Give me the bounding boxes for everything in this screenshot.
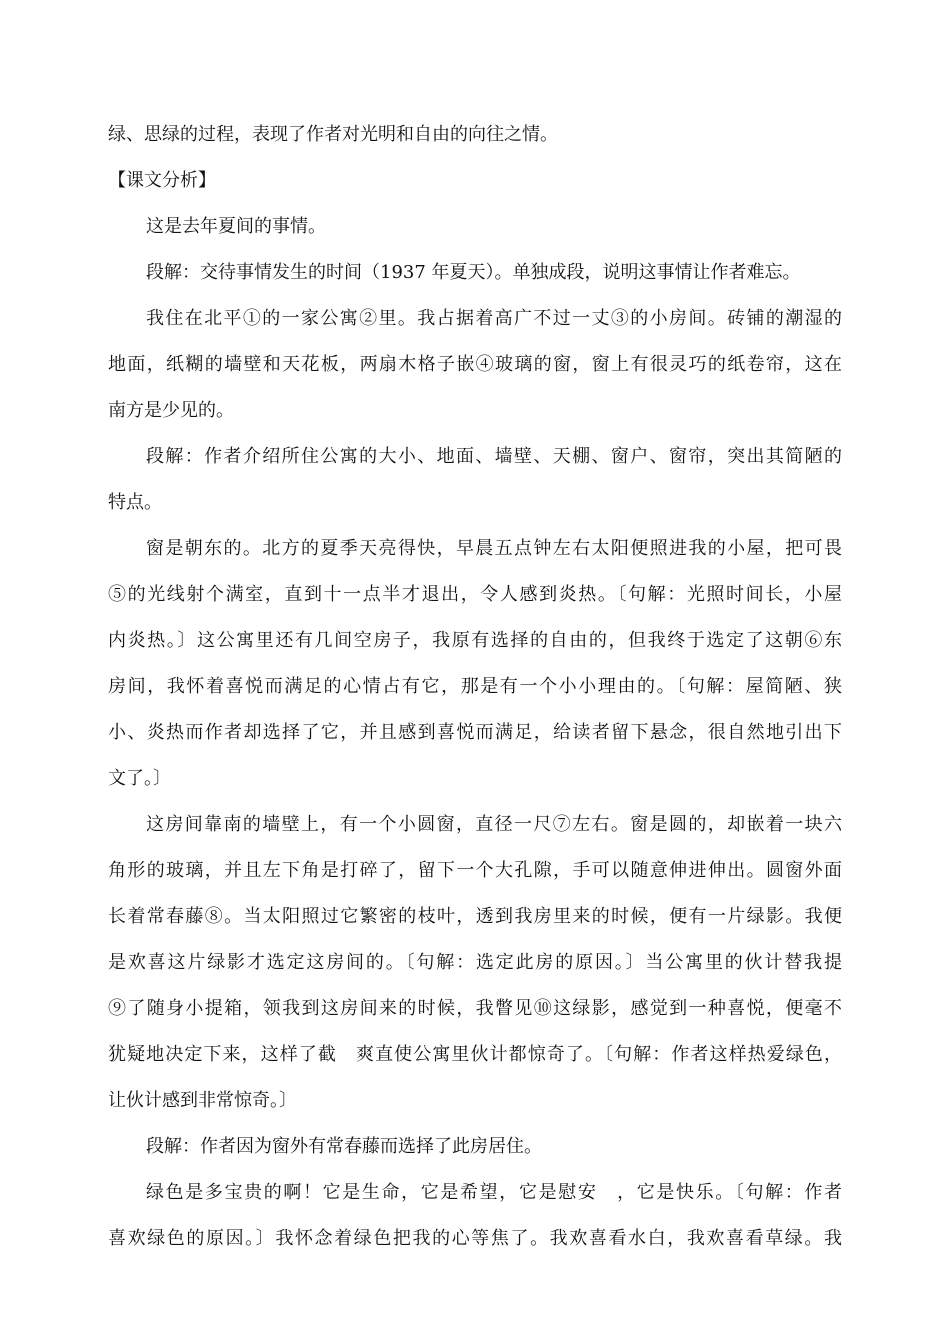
text-line: ⑤的光线射个满室，直到十一点半才退出，令人感到炎热。〔句解：光照时间长，小屋 bbox=[108, 584, 842, 605]
text-line: 绿、思绿的过程，表现了作者对光明和自由的向往之情。 bbox=[108, 124, 558, 145]
text-line: 绿色是多宝贵的啊！它是生命，它是希望，它是慰安 ，它是快乐。〔句解：作者 bbox=[146, 1182, 842, 1203]
text-line: 内炎热。〕这公寓里还有几间空房子，我原有选择的自由的，但我终于选定了这朝⑥东 bbox=[108, 630, 842, 651]
document-page bbox=[108, 112, 842, 1262]
text-line: 房间，我怀着喜悦而满足的心情占有它，那是有一个小小理由的。〔句解：屋简陋、狭 bbox=[108, 676, 842, 697]
text-line: 文了。〕 bbox=[108, 768, 171, 789]
text-line: 小、炎热而作者却选择了它，并且感到喜悦而满足，给读者留下悬念，很自然地引出下 bbox=[108, 722, 842, 743]
text-line: 角形的玻璃，并且左下角是打碎了，留下一个大孔隙，手可以随意伸进伸出。圆窗外面 bbox=[108, 860, 842, 881]
text-line: 段解：作者因为窗外有常春藤而选择了此房居住。 bbox=[146, 1136, 542, 1157]
text-line: 这房间靠南的墙壁上，有一个小圆窗，直径一尺⑦左右。窗是圆的，却嵌着一块六 bbox=[146, 814, 842, 835]
text-line: 南方是少见的。 bbox=[108, 400, 234, 421]
text-line: 窗是朝东的。北方的夏季天亮得快，早晨五点钟左右太阳便照进我的小屋，把可畏 bbox=[146, 538, 842, 559]
text-line: ⑨了随身小提箱，领我到这房间来的时候，我瞥见⑩这绿影，感觉到一种喜悦，便毫不 bbox=[108, 998, 842, 1019]
text-line: 特点。 bbox=[108, 492, 162, 513]
text-line: 是欢喜这片绿影才选定这房间的。〔句解：选定此房的原因。〕当公寓里的伙计替我提 bbox=[108, 952, 842, 973]
text-line: 犹疑地决定下来，这样了截 爽直使公寓里伙计都惊奇了。〔句解：作者这样热爱绿色， bbox=[108, 1044, 842, 1065]
text-line: 喜欢绿色的原因。〕我怀念着绿色把我的心等焦了。我欢喜看水白，我欢喜看草绿。我 bbox=[108, 1228, 842, 1249]
text-line: 我住在北平①的一家公寓②里。我占据着高广不过一丈③的小房间。砖铺的潮湿的 bbox=[146, 308, 842, 329]
text-line: 段解：交待事情发生的时间（1937 年夏天）。单独成段，说明这事情让作者难忘。 bbox=[146, 262, 801, 283]
text-line: 长着常春藤⑧。当太阳照过它繁密的枝叶，透到我房里来的时候，便有一片绿影。我便 bbox=[108, 906, 842, 927]
text-line: 地面，纸糊的墙壁和天花板，两扇木格子嵌④玻璃的窗，窗上有很灵巧的纸卷帘，这在 bbox=[108, 354, 842, 375]
text-line: 让伙计感到非常惊奇。〕 bbox=[108, 1090, 297, 1111]
text-line: 这是去年夏间的事情。 bbox=[146, 216, 326, 237]
text-line: 段解：作者介绍所住公寓的大小、地面、墙壁、天棚、窗户、窗帘，突出其简陋的 bbox=[146, 446, 842, 467]
text-line: 【课文分析】 bbox=[108, 170, 216, 191]
